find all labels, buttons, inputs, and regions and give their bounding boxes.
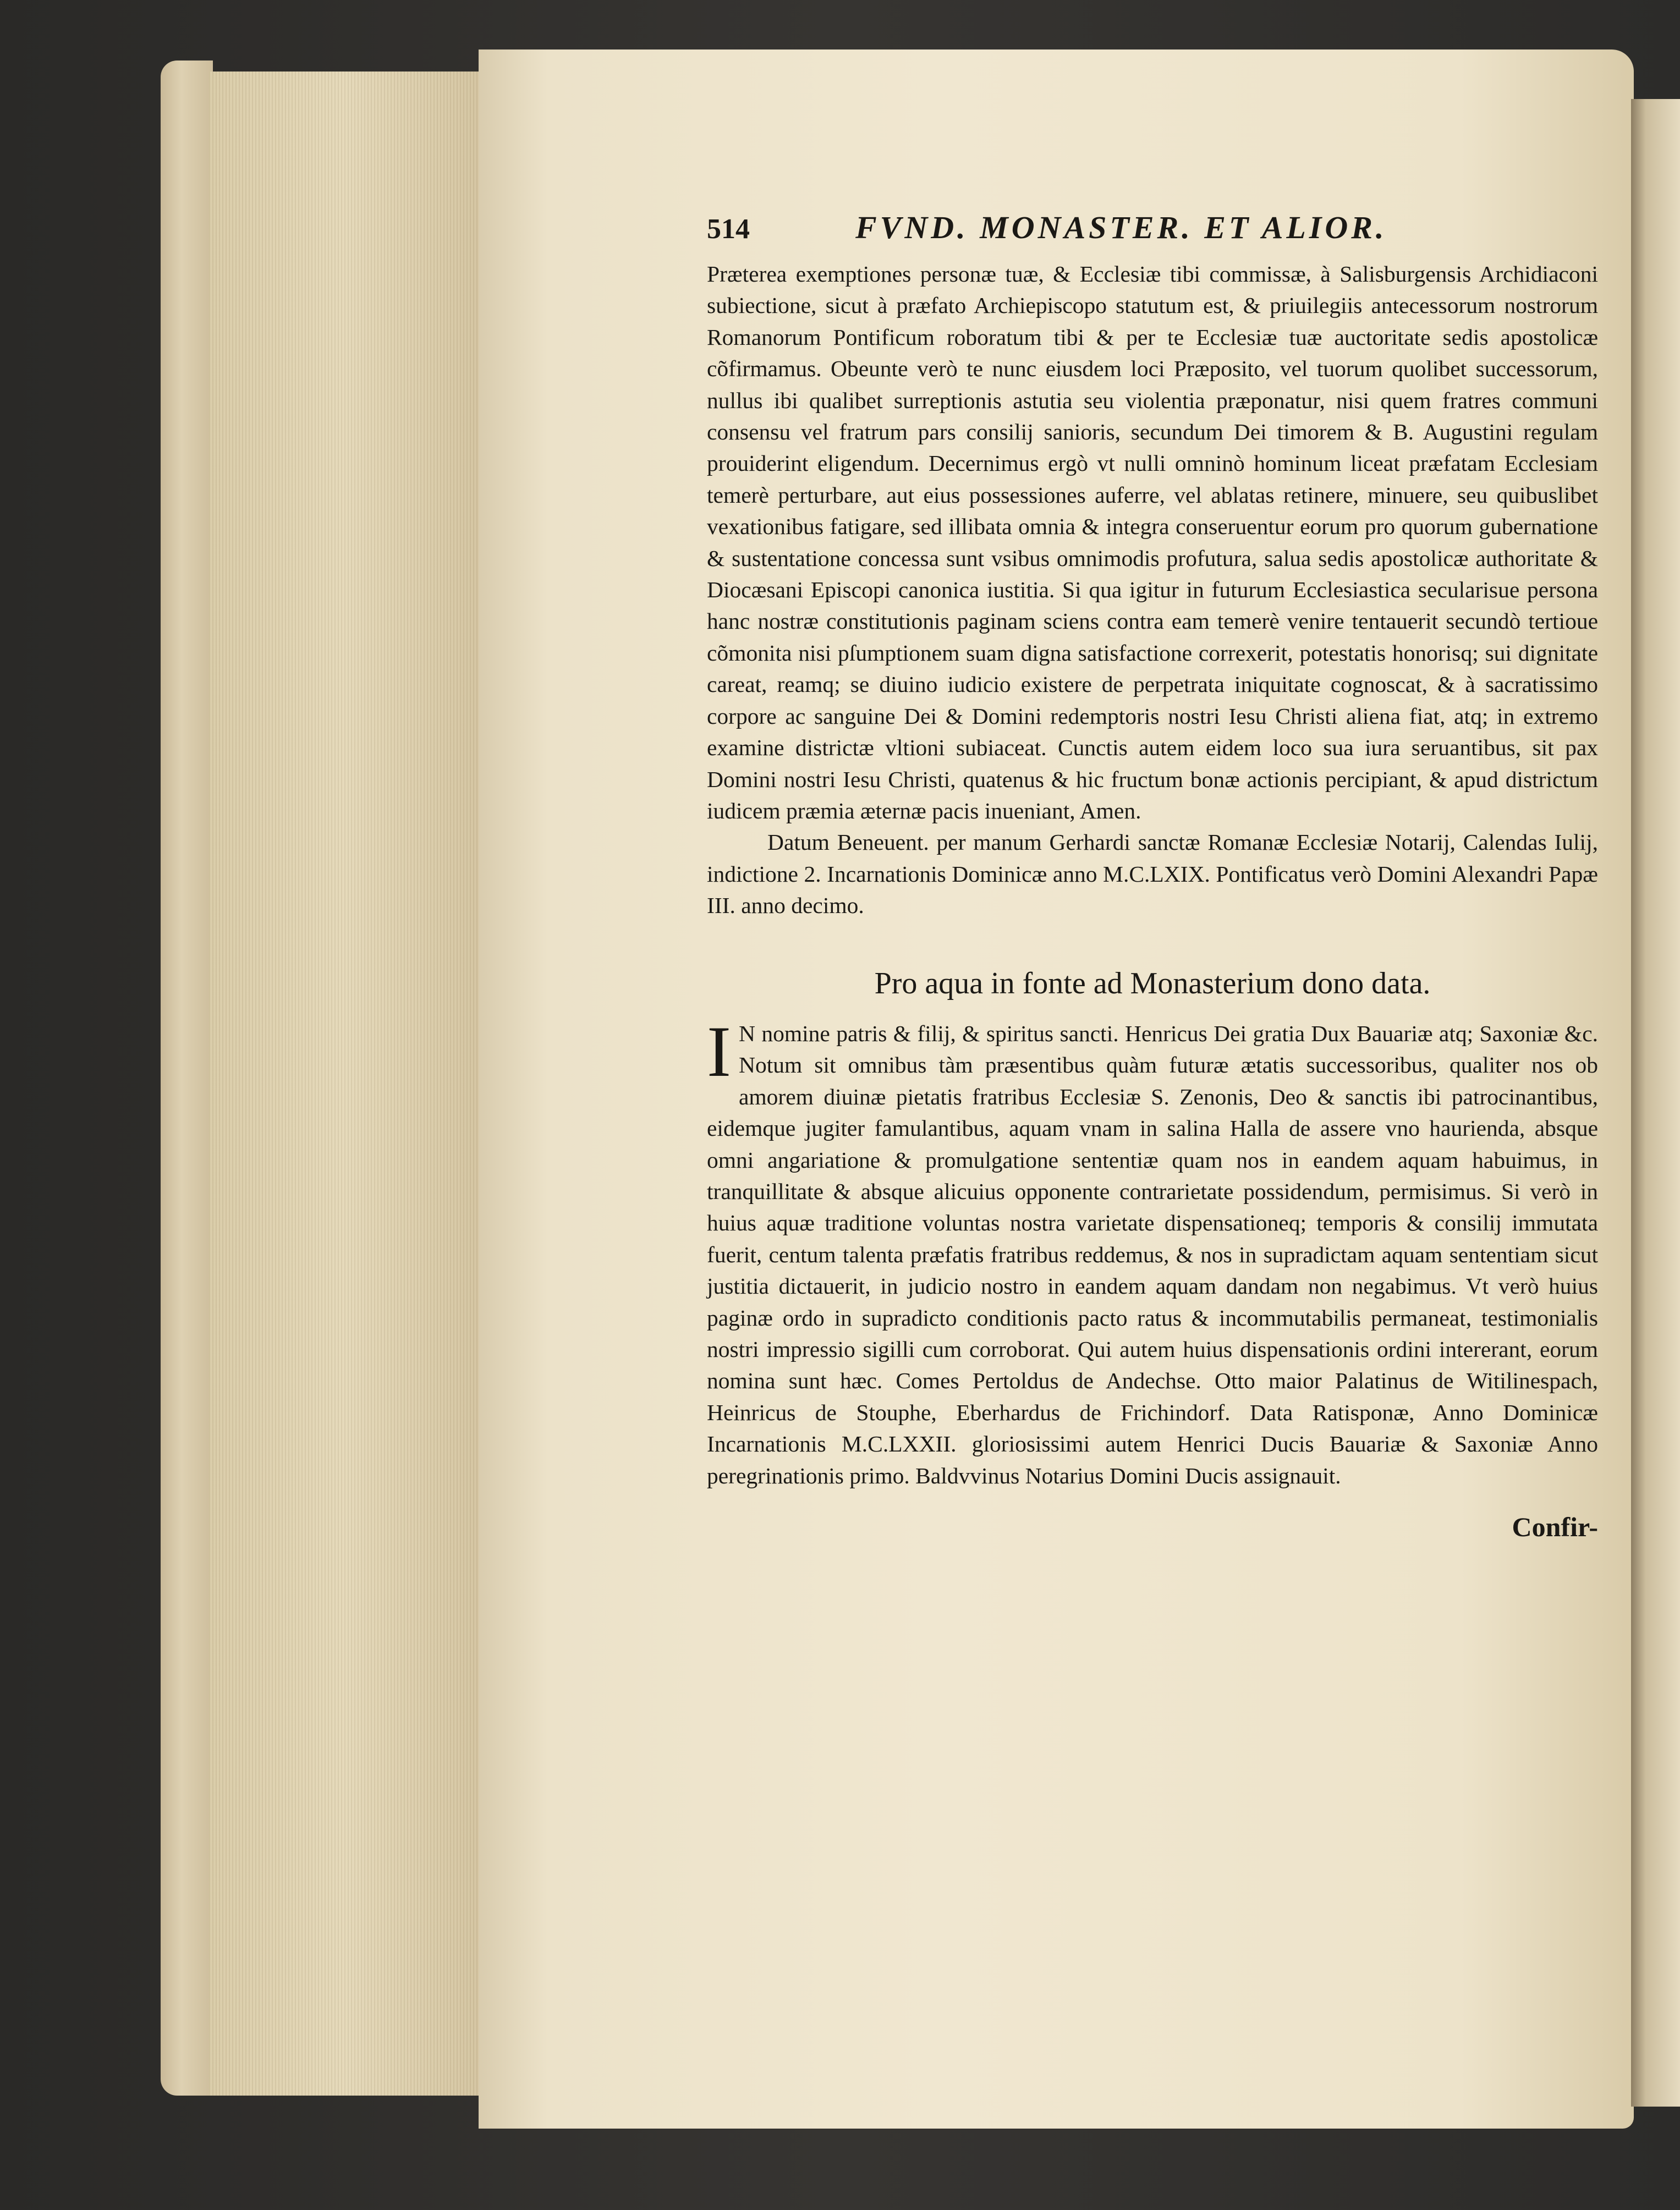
page-number: 514 [707,213,750,245]
body-text [707,259,1598,1543]
page-header [707,209,1598,259]
catchword: Confir- [1512,1511,1598,1543]
page-block-edges [209,72,480,2096]
charter2-text: IN nomine patris & filij, & spiritus sancti. Henricus Dei gratia Dux Bauariæ atq; Saxoniæ &c. Notum sit omnibus tàm præsentibus quàm futuræ ætatis successoribus, qualiter nos ob amorem diuinæ pietatis fratribus Ecclesiæ S. Zenonis, Deo & sanctis ibi patrocinantibus, eidemque jugiter famulantibus, aquam vnam in salina Halla de assere vno haurienda, absque omni angariatione & promulgatione sententiæ quam nos in eandem aquam habuimus, in tranquillitate & absque alicuius opponente contrarietate possidendum, permisimus. Si verò in huius aquæ traditione voluntas nostra varietate dispensationeq; temporis & consilij immutata fuerit, centum talenta præfatis fratribus reddemus, & nos in supradictam aquam sententiam sicut justitia dictauerit, in judicio nostro in eandem aquam dandam non negabimus. Vt verò huius paginæ ordo in supradicto conditionis pacto ratus & incommutabilis permaneat, testimonialis nostri impressio sigilli cum corroborat. Qui autem huius dispensationis ordini intererant, eorum nomina sunt hæc. Comes Pertoldus de Andechse. Otto maior Palatinus de Witilinespach, Heinricus de Stouphe, Eberhardus de Frichindorf. Data Ratisponæ, Anno Dominicæ Incarnationis M.C.LXXII. gloriosissimi autem Henrici Ducis Bauariæ & Saxoniæ Anno peregrinationis primo. Baldvvinus Notarius Domini Ducis assignauit. [707,1010,1598,1488]
section-title: Pro aqua in fonte ad Monasterium dono data. [874,966,1431,1000]
book-cover-edge [161,61,213,2096]
facing-page-edge [1631,99,1680,2107]
charter1-dating-clause: Datum Beneuent. per manum Gerhardi sanctæ Romanæ Ecclesiæ Notarij, Calendas Iulij, indictione 2. Incarnationis Dominicæ anno M.C.LXIX. Pontificatus verò Domini Alexandri Papæ III. anno decimo. [707,829,1598,919]
text-block [707,209,1598,1543]
running-title: FVND. MONASTER. ET ALIOR. [855,210,1387,245]
charter1-text: Præterea exemptiones personæ tuæ, & Ecclesiæ tibi commissæ, à Salisburgensis Archidiaconi subiectione, sicut à præfato Archiepiscopo statutum est, & priuilegiis antecessorum nostrorum Romanorum Pontificum roboratum tibi & per te Ecclesiæ tuæ auctoritate sedis apostolicæ cõfirmamus. Obeunte verò te nunc eiusdem loci Præposito, vel tuorum quolibet successorum, nullus ibi qualibet surreptionis astutia seu violentia præponatur, nisi quem fratres communi consensu vel fratrum pars consilij sanioris, secundum Dei timorem & B. Augustini regulam prouiderint eligendum. Decernimus ergò vt nulli omninò hominum liceat præfatam Ecclesiam temerè perturbare, aut eius possessiones auferre, vel ablatas retinere, minuere, seu quibuslibet vexationibus fatigare, sed illibata omnia & integra conseruentur eorum pro quorum gubernatione & sustentatione concessa sunt vsibus omnimodis profutura, salua sedis apostolicæ authoritate & Diocæsani Episcopi canonica iustitia. Si qua igitur in futurum Ecclesiastica secularisue persona hanc nostræ constitutionis paginam sciens contra eam temerè venire tentauerit secundò tertioue cõmonita nisi pſumptionem suam digna satisfactione correxerit, potestatis honorisq; sui dignitate careat, reamq; se diuino iudicio existere de perpetrata iniquitate cognoscat, & à sacratissimo corpore ac sanguine Dei & Domini redemptoris nostri Iesu Christi aliena fiat, atq; in extremo examine districtæ vltioni subiaceat. Cunctis autem eidem loco sua iura seruantibus, sit pax Domini nostri Iesu Christi, quatenus & hic fructum bonæ actionis percipiant, & apud districtum iudicem præmia æternæ pacis inueniant, Amen. [707,261,1598,823]
